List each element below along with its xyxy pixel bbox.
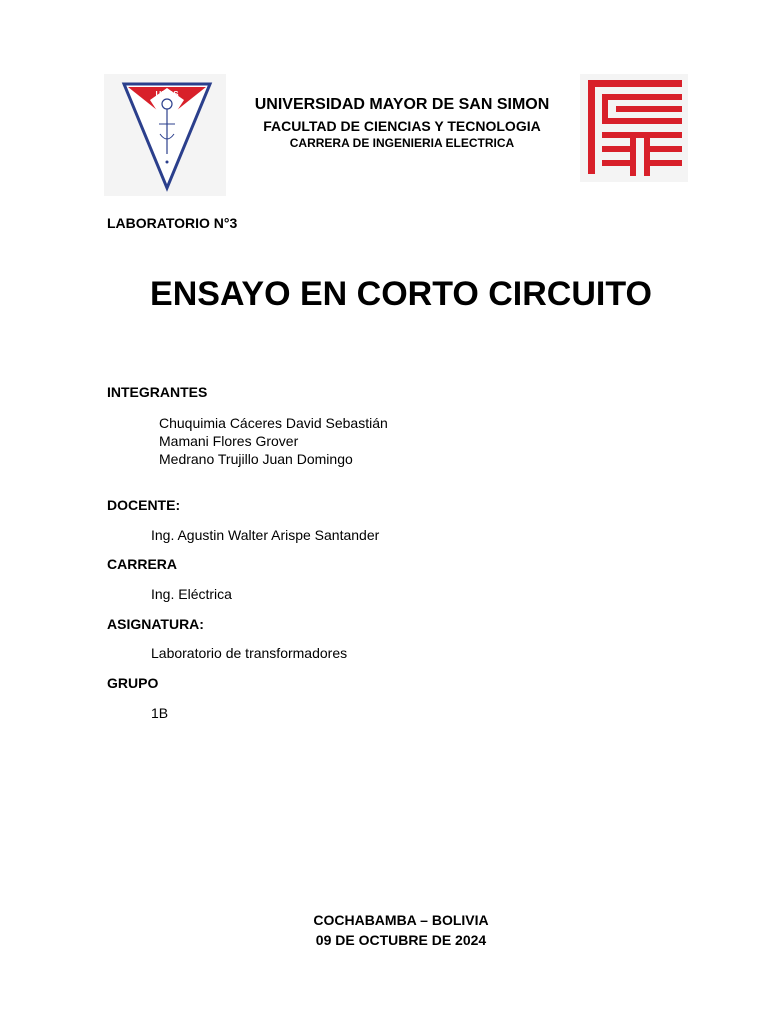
integrantes-label: INTEGRANTES (107, 384, 208, 400)
docente-value: Ing. Agustin Walter Arispe Santander (151, 527, 380, 543)
fcyt-logo (580, 74, 688, 182)
umss-logo-text: UMSS (155, 90, 179, 99)
asignatura-label: ASIGNATURA: (107, 616, 204, 632)
faculty-name: FACULTAD DE CIENCIAS Y TECNOLOGIA (263, 118, 541, 134)
lab-number: LABORATORIO N°3 (107, 215, 238, 231)
docente-label: DOCENTE: (107, 497, 181, 513)
document-title: ENSAYO EN CORTO CIRCUITO (150, 275, 652, 313)
carrera-label: CARRERA (107, 556, 177, 572)
integrantes-list (159, 414, 388, 468)
footer-location: COCHABAMBA – BOLIVIA (313, 912, 489, 928)
umss-shield-icon (104, 74, 226, 196)
member-name: Mamani Flores Grover (159, 433, 299, 449)
career-name: CARRERA DE INGENIERIA ELECTRICA (289, 136, 515, 150)
member-name: Medrano Trujillo Juan Domingo (159, 451, 353, 467)
footer-date: 09 DE OCTUBRE DE 2024 (315, 932, 487, 948)
grupo-label: GRUPO (107, 675, 159, 691)
carrera-value: Ing. Eléctrica (151, 586, 232, 602)
fcyt-logo-icon (580, 74, 688, 182)
member-name: Chuquimia Cáceres David Sebastián (159, 415, 388, 431)
umss-logo (104, 74, 226, 196)
footer (270, 910, 532, 950)
grupo-value: 1B (151, 705, 169, 721)
asignatura-value: Laboratorio de transformadores (151, 645, 348, 661)
university-name: UNIVERSIDAD MAYOR DE SAN SIMON (254, 96, 550, 113)
